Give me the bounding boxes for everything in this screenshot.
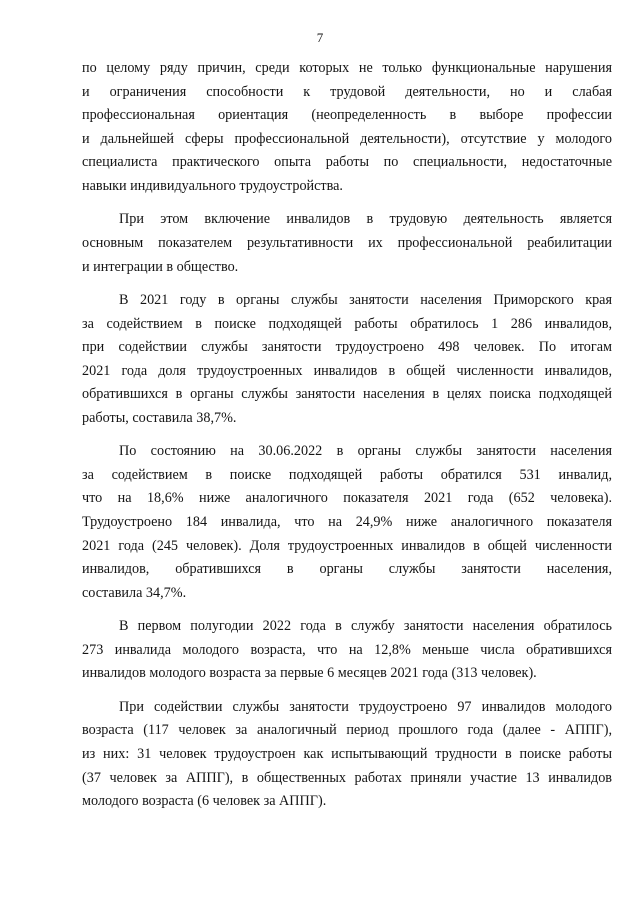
text-line: 2021 года доля трудоустроенных инвалидов в общей численности инвалидов, [82, 362, 612, 379]
text-line: по целому ряду причин, среди которых не только функциональные нарушения [82, 60, 612, 76]
text-line: 273 инвалида молодого возраста, что на 12,8% меньше числа обратившихся [82, 641, 612, 658]
text-line: инвалидов, обратившихся в органы службы занятости населения, [82, 561, 612, 578]
text-line: при содействии службы занятости трудоустроено 498 человек. По итогам [82, 339, 612, 356]
paragraph [82, 289, 612, 431]
text-line: обратившихся в органы службы занятости населения в целях поиска подходящей [82, 386, 612, 403]
page-number: 7 [316, 30, 324, 45]
text-line: составила 34,7%. [82, 584, 187, 601]
text-line: и ограничения способности к трудовой деятельности, но и слабая [82, 83, 612, 100]
text-line: молодого возраста (6 человек за АППГ). [82, 793, 327, 810]
text-line: основным показателем результативности их профессиональной реабилитации [82, 234, 612, 251]
text-line: специалиста практического опыта работы по специальности, недостаточные [82, 154, 612, 171]
text-line: за содействием в поиске подходящей работы обратилось 1 286 инвалидов, [82, 315, 612, 332]
text-line: Трудоустроено 184 инвалида, что на 24,9% ниже аналогичного показателя [82, 514, 612, 531]
text-line: При содействии службы занятости трудоустроено 97 инвалидов молодого [119, 698, 612, 715]
text-line: за содействием в поиске подходящей работы обратился 531 инвалид, [82, 466, 612, 483]
text-line: навыки индивидуального трудоустройства. [82, 177, 343, 194]
text-line: В первом полугодии 2022 года в службу занятости населения обратилось [119, 618, 612, 635]
text-line: профессиональная ориентация (неопределенность в выборе профессии [82, 107, 612, 124]
text-line: и интеграции в общество. [82, 258, 239, 275]
paragraph [82, 615, 612, 686]
paragraph [82, 696, 612, 814]
paragraph [82, 440, 612, 605]
text-line: (37 человек за АППГ), в общественных работах приняли участие 13 инвалидов [82, 769, 612, 786]
paragraph [82, 208, 612, 279]
text-line: что на 18,6% ниже аналогичного показателя 2021 года (652 человека). [82, 490, 612, 507]
paragraph [82, 57, 612, 199]
text-line: В 2021 году в органы службы занятости населения Приморского края [119, 291, 612, 308]
body-text [82, 57, 612, 814]
text-line: возраста (117 человек за аналогичный период прошлого года (далее - АППГ), [82, 722, 612, 739]
text-line: из них: 31 человек трудоустроен как испытывающий трудности в поиске работы [82, 746, 612, 763]
text-line: и дальнейшей сферы профессиональной деятельности), отсутствие у молодого [82, 130, 612, 147]
text-line: работы, составила 38,7%. [82, 409, 237, 426]
text-line: инвалидов молодого возраста за первые 6 месяцев 2021 года (313 человек). [82, 665, 537, 682]
text-line: По состоянию на 30.06.2022 в органы службы занятости населения [119, 443, 612, 460]
text-line: 2021 года (245 человек). Доля трудоустроенных инвалидов в общей численности [82, 537, 612, 554]
text-line: При этом включение инвалидов в трудовую деятельность является [119, 211, 612, 228]
